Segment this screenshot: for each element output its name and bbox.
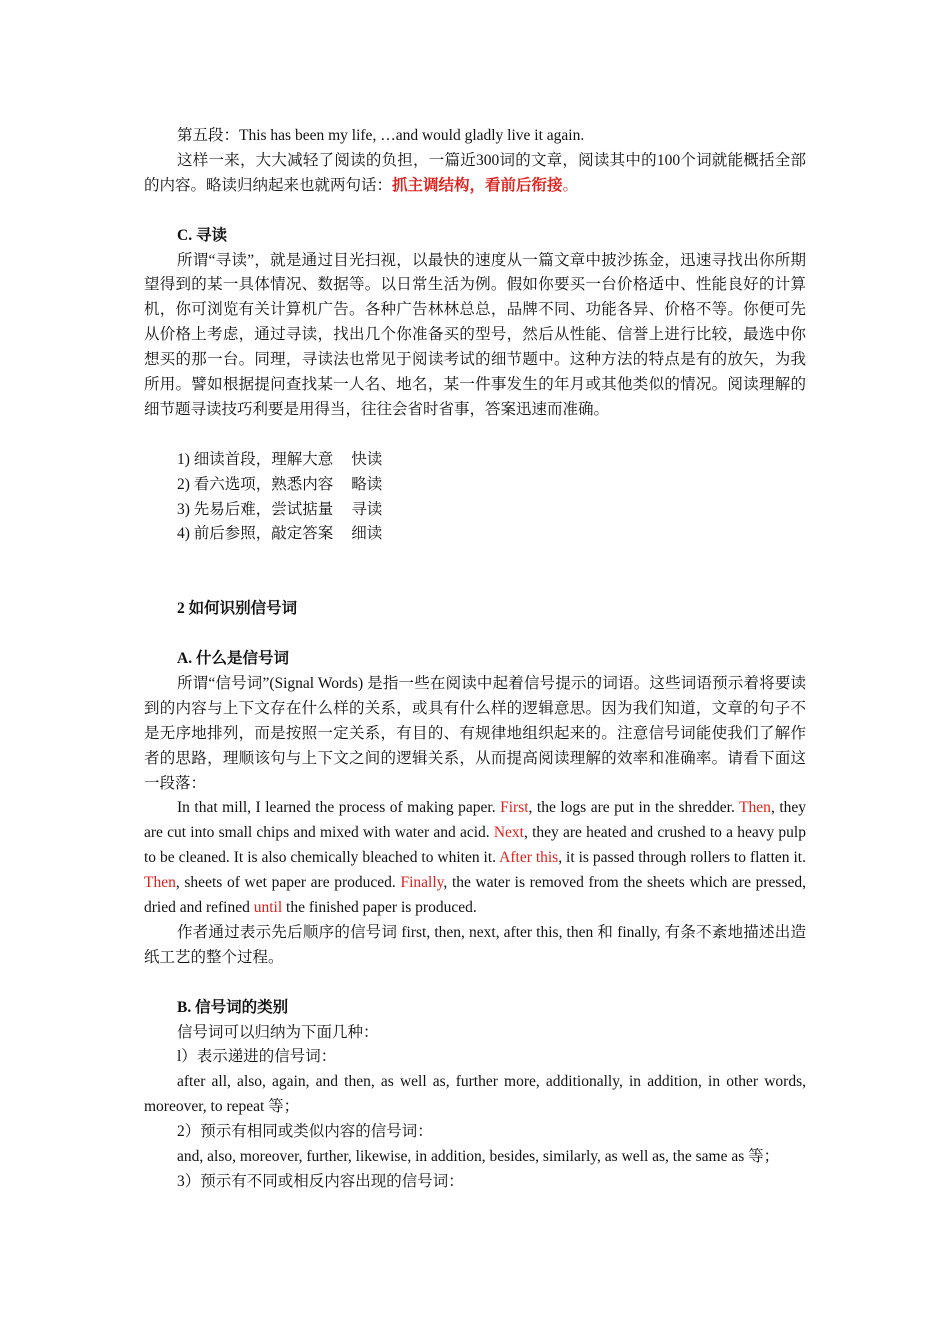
category-2-title: 2）预示有相同或类似内容的信号词： [177,1123,433,1141]
para5-label: 第五段：This has been my life, …and would gladly live it again. [177,127,585,144]
example-text: , the water is removed from the sheets which are pressed, dried and refined [144,874,807,917]
example-paragraph [144,796,806,921]
signal-word: Next [493,824,524,842]
section-2a-heading: A. 什么是信号词 [177,649,289,667]
step-method: 快读 [351,450,383,468]
para5-body [144,149,806,199]
example-text: , sheets of wet paper are produced. [175,874,401,892]
skim-summary-highlight: 抓主调结构，看前后衔接 [392,176,563,194]
list-item [144,498,806,523]
section-2b-intro: 信号词可以归纳为下面几种： [177,1023,379,1041]
para5-body-end: 。 [562,176,579,194]
list-item [144,448,806,473]
example-text: , the logs are put in the shredder. [528,799,740,817]
section-2b-heading: B. 信号词的类别 [177,998,289,1016]
signal-word: After this [499,849,559,867]
category-2-words: and, also, moreover, further, likewise, in addition, besides, similarly, as well as, the same as 等； [177,1148,780,1166]
example-text: , they are heated and crushed to a heavy pulp to be cleaned. It is also chemically bleached to whiten it. [144,824,806,867]
document-page [144,124,806,1195]
step-method: 略读 [351,475,383,493]
category-1-title: l）表示递进的信号词： [177,1048,337,1066]
category-3-title: 3）预示有不同或相反内容出现的信号词： [177,1172,464,1190]
section-2a-conclusion: 作者通过表示先后顺序的信号词 first, then, next, after this, then 和 finally, 有条不紊地描述出造纸工艺的整个过程。 [144,923,806,966]
signal-word: Finally [400,874,444,892]
list-item [144,473,806,498]
signal-word: Then [144,874,176,892]
step-text: 2) 看六选项，熟悉内容 [177,475,334,493]
steps-list [144,448,806,548]
para5-body-text: 这样一来，大大减轻了阅读的负担，一篇近300词的文章，阅读其中的100个词就能概括全部的内容。略读归纳起来也就两句话： [144,151,806,194]
example-text: , it is passed through rollers to flatten it. [558,849,806,867]
step-method: 寻读 [351,500,383,518]
section-2-heading: 2 如何识别信号词 [177,600,298,618]
step-method: 细读 [351,525,383,543]
section-c-heading: C. 寻读 [177,226,227,244]
signal-word: First [500,799,529,817]
step-text: 1) 细读首段，理解大意 [177,450,334,468]
section-c-body: 所谓“寻读”，就是通过目光扫视，以最快的速度从一篇文章中披沙拣金，迅速寻找出你所期望得到的某一具体情况、数据等。以日常生活为例。假如你要买一台价格适中、性能良好的计算机，你可浏览有关计算机广告。各种广告林林总总，品牌不同、功能各异、价格不等。你便可先从价格上考虑，通过寻读，找出几个你准备买的型号，然后从性能、信誉上进行比较，最选中你想买的那一台。同理，寻读法也常见于阅读考试的细节题中。这种方法的特点是有的放矢，为我所用。譬如根据提问查找某一人名、地名，某一件事发生的年月或其他类似的情况。阅读理解的细节题寻读技巧利要是用得当，往往会省时省事，答案迅速而准确。 [144,251,806,418]
category-1-words: after all, also, again, and then, as well as, further more, additionally, in addition, in other words, moreover, to repeat 等； [144,1073,806,1116]
example-text: , they are cut into small chips and mixed with water and acid. [144,799,807,842]
step-text: 3) 先易后难，尝试掂量 [177,500,334,518]
signal-word: Then [739,799,771,817]
example-text: In that mill, I learned the process of making paper. [177,799,501,817]
step-text: 4) 前后参照，敲定答案 [177,525,334,543]
signal-word: until [253,899,283,917]
list-item [144,522,806,547]
example-text: the finished paper is produced. [282,899,477,917]
section-2a-body: 所谓“信号词”(Signal Words) 是指一些在阅读中起着信号提示的词语。这些词语预示着将要读到的内容与上下文存在什么样的关系，或具有什么样的逻辑意思。因为我们知道，文章的句子不是无序地排列，而是按照一定关系，有目的、有规律地组织起来的。注意信号词能使我们了解作者的思路，理顺该句与上下文之间的逻辑关系，从而提高阅读理解的效率和准确率。请看下面这一段落： [144,674,806,792]
